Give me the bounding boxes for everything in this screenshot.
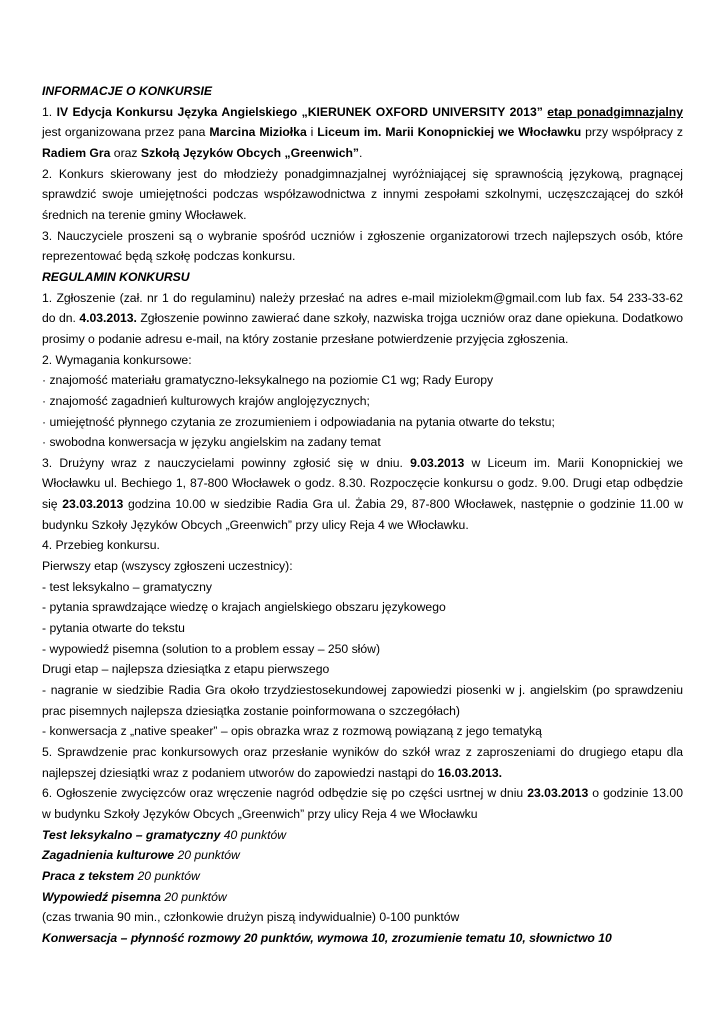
text-run: przy współpracy z (581, 125, 683, 140)
document-body (42, 81, 683, 949)
radio-name: Radiem Gra (42, 145, 111, 160)
rule-3 (42, 453, 683, 536)
text-run: 5. Sprawdzenie prac konkursowych oraz przesłanie wyników do szkół wraz z zaproszeniami do drugiego etapu dla najlepszej dziesiątki wraz z podaniem utworów do zapowiedzi nastąpi do (42, 745, 683, 780)
score-points: 20 punktów (134, 868, 200, 883)
conversation-scoring: Konwersacja – płynność rozmowy 20 punktów, wymowa 10, zrozumienie tematu 10, słownictwo 10 (42, 930, 612, 945)
first-stage-date: 9.03.2013 (410, 455, 465, 470)
text-run: Zgłoszenie powinno zawierać dane szkoły, nazwiska trojga uczniów oraz dane opiekuna. Dodatkowo prosimy o podanie adresu e-mail, na który zostanie przesłane potwierdzenie przyjęcia zgłoszenia. (42, 311, 683, 346)
requirement-item: · umiejętność płynnego czytania ze zrozumieniem i odpowiadania na pytania otwarte do tekstu; (42, 414, 555, 429)
rule-1 (42, 288, 683, 350)
score-line (42, 825, 683, 846)
score-points: 40 punktów (220, 827, 287, 842)
stage-1-item: - pytania otwarte do tekstu (42, 621, 185, 636)
info-paragraph-1 (42, 102, 683, 164)
score-points: 20 punktów (174, 848, 240, 863)
heading-informacje: INFORMACJE O KONKURSIE (42, 84, 212, 98)
heading-regulamin: REGULAMIN KONKURSU (42, 269, 190, 284)
text-run: godzina 10.00 w siedzibie Radia Gra ul. Żabia 29, 87-800 Włocławek, następnie o godzinie 11.00 w budynku Szkoły Języków Obcych „Greenwich” przy ulicy Reja 4 we Włocławku. (42, 497, 683, 532)
score-line (42, 887, 683, 908)
results-date: 16.03.2013. (437, 765, 503, 780)
text-run: o godzinie 13.00 w budynku Szkoły Języków Obcych „Greenwich” przy ulicy Reja 4 we Włocławku (42, 786, 683, 821)
requirement-item: · znajomość zagadnień kulturowych krajów anglojęzycznych; (42, 393, 370, 408)
info-paragraph-2: 2. Konkurs skierowany jest do młodzieży ponadgimnazjalnej wyróżniającej się sprawnością językową, pragnącej sprawdzić swoje umiejętności podczas współzawodnictwa z innymi zespołami szkolnymi, uczęszczającej do szkół średnich na terenie gminy Włocławek. (42, 166, 683, 222)
stage-2-item: - konwersacja z „native speaker” – opis obrazka wraz z rozmową powiązaną z jego tematyką (42, 724, 542, 739)
text-run: w Liceum im. Marii Konopnickiej we Włocławku ul. Bechiego 1, 87-800 Włocławek o godz. 8.30. Rozpoczęcie konkursu o godz. 9.00. Drugi etap odbędzie się (42, 455, 683, 512)
requirement-item: · swobodna konwersacja w języku angielskim na zadany temat (42, 435, 381, 450)
rule-2-title: 2. Wymagania konkursowe: (42, 352, 192, 367)
deadline-date: 4.03.2013. (79, 311, 137, 326)
score-line (42, 866, 683, 887)
paragraph-number: 1. (42, 104, 53, 119)
text-run: 1. Zgłoszenie (zał. nr 1 do regulaminu) należy przesłać na adres e-mail miziolekm@gmail.com lub fax. 54 233-33-62 do dn. (42, 290, 683, 326)
stage-1-item: - pytania sprawdzające wiedzę o krajach angielskiego obszaru językowego (42, 600, 446, 615)
text-run: 3. Drużyny wraz z nauczycielami powinny zgłosić się w dniu. (42, 455, 411, 470)
requirement-item: · znajomość materiału gramatyczno-leksykalnego na poziomie C1 wg; Rady Europy (42, 373, 494, 388)
stage-1-item: - test leksykalno – gramatyczny (42, 579, 213, 594)
second-stage-date: 23.03.2013 (62, 497, 124, 512)
stage-2-item: - nagranie w siedzibie Radia Gra około trzydziestosekundowej zapowiedzi piosenki w j. angielskim (po sprawdzeniu prac pisemnych najlepsza dziesiątka zostanie poinformowana o szczegółach) (42, 683, 683, 718)
score-label: Praca z tekstem (42, 868, 135, 883)
awards-date: 23.03.2013 (527, 786, 589, 801)
text-run: . (359, 145, 363, 160)
score-line (42, 845, 683, 866)
text-run: jest organizowana przez pana (42, 125, 210, 140)
text-run: i (306, 125, 318, 140)
contest-edition: IV Edycja Konkursu Języka Angielskiego „KIERUNEK OXFORD UNIVERSITY 2013” (56, 104, 543, 119)
score-label: Wypowiedź pisemna (42, 889, 161, 904)
score-label: Test leksykalno – gramatyczny (42, 827, 221, 842)
organizer-name: Marcina Miziołka (209, 125, 307, 140)
school-name: Liceum im. Marii Konopnickiej we Włocławku (317, 125, 582, 140)
stage-2-title: Drugi etap – najlepsza dziesiątka z etapu pierwszego (42, 662, 330, 677)
contest-stage: etap ponadgimnazjalny (547, 104, 684, 119)
rule-5 (42, 742, 683, 783)
rule-4-title: 4. Przebieg konkursu. (42, 538, 160, 553)
rule-6 (42, 783, 683, 824)
text-run: 6. Ogłoszenie zwycięzców oraz wręczenie nagród odbędzie się po części usrtnej w dniu (42, 786, 528, 801)
stage-1-title: Pierwszy etap (wszyscy zgłoszeni uczestnicy): (42, 559, 293, 574)
score-points: 20 punktów (160, 889, 227, 904)
stage-1-item: - wypowiedź pisemna (solution to a problem essay – 250 słów) (42, 641, 381, 656)
duration-note: (czas trwania 90 min., członkowie drużyn piszą indywidualnie) 0-100 punktów (42, 910, 460, 925)
info-paragraph-3: 3. Nauczyciele proszeni są o wybranie spośród uczniów i zgłoszenie organizatorowi trzech najlepszych osób, które reprezentować będą szkołę podczas konkursu. (42, 228, 683, 264)
text-run: oraz (110, 145, 141, 160)
score-label: Zagadnienia kulturowe (42, 848, 175, 863)
language-school-name: Szkołą Języków Obcych „Greenwich” (140, 145, 360, 160)
